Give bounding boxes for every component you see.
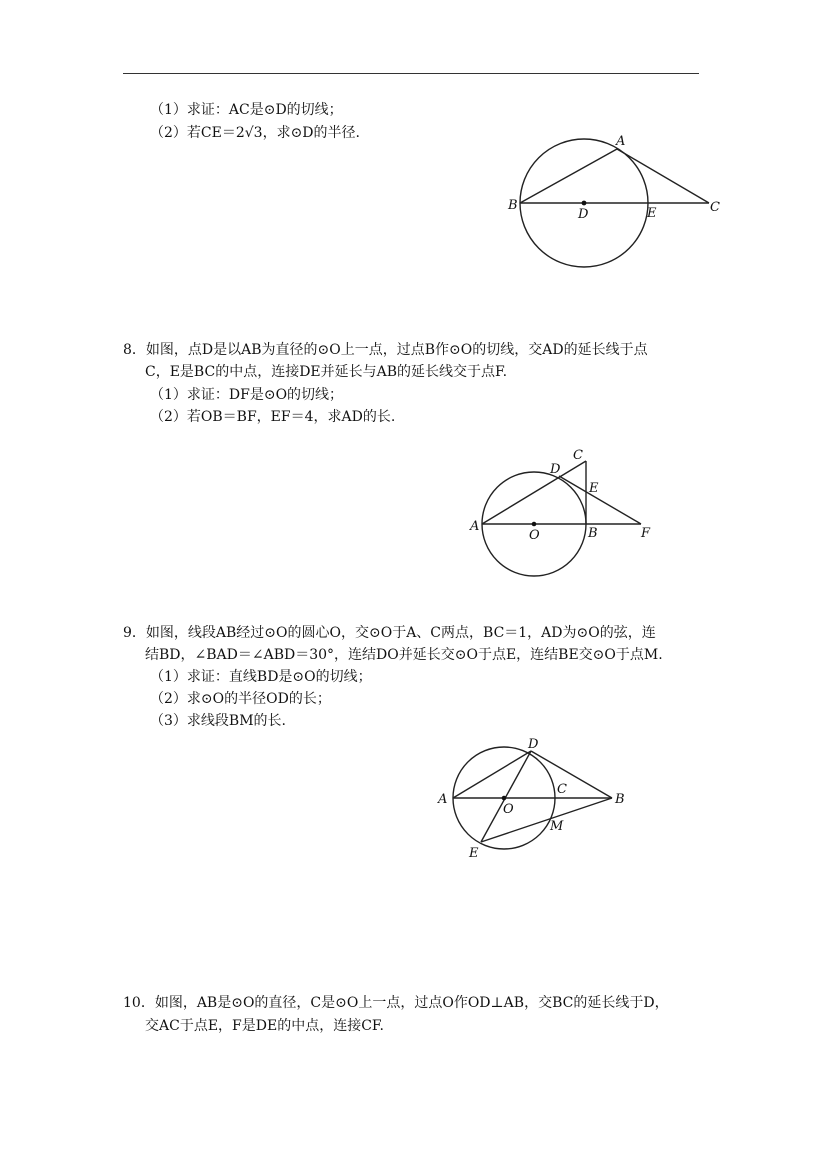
problem9-line2: 结BD，∠BAD＝∠ABD＝30°，连结DO并延长交⊙O于点E，连结BE交⊙O于点M. <box>145 647 663 663</box>
label-c: C <box>573 448 583 463</box>
problem8-sub1: （1）求证：DF是⊙O的切线； <box>150 387 344 403</box>
segment-ac <box>482 461 586 524</box>
problem10-line1: 10．如图，AB是⊙O的直径，C是⊙O上一点，过点O作OD⊥AB，交BC的延长线于D， <box>123 995 669 1011</box>
segment-ad <box>453 751 531 798</box>
problem9-sub3: （3）求线段BM的长. <box>150 713 286 729</box>
problem8-line1: 8．如图，点D是以AB为直径的⊙O上一点，过点B作⊙O的切线，交AD的延长线于点 <box>123 342 648 358</box>
header-rule <box>123 73 699 74</box>
problem9-line1: 9．如图，线段AB经过⊙O的圆心O，交⊙O于A、C两点，BC＝1，AD为⊙O的弦，连 <box>123 625 656 641</box>
label-b: B <box>508 198 518 213</box>
center-d-point <box>582 201 587 206</box>
problem8-sub2: （2）若OB＝BF，EF＝4，求AD的长. <box>150 409 396 425</box>
problem7-sub2: （2）若CE＝2√3，求⊙D的半径. <box>150 125 360 141</box>
label-d: D <box>578 207 589 222</box>
label-f: F <box>641 526 651 541</box>
label-a: A <box>470 519 480 534</box>
label-m: M <box>550 819 564 834</box>
label-c: C <box>557 782 567 797</box>
label-o: O <box>529 528 540 543</box>
problem10-line2: 交AC于点E，F是DE的中点，连接CF. <box>145 1018 384 1034</box>
label-o: O <box>503 802 514 817</box>
label-c: C <box>710 200 720 215</box>
label-a: A <box>616 134 626 149</box>
segment-eb <box>481 798 612 842</box>
label-a: A <box>438 792 448 807</box>
label-d: D <box>550 462 561 477</box>
label-b: B <box>615 792 625 807</box>
problem8-figure <box>465 440 665 580</box>
problem9-figure <box>430 733 640 863</box>
segment-ba <box>520 149 617 203</box>
problem7-figure <box>500 128 740 278</box>
problem7-sub1: （1）求证：AC是⊙D的切线； <box>150 102 343 118</box>
label-e: E <box>589 481 599 496</box>
problem8-line2: C，E是BC的中点，连接DE并延长与AB的延长线交于点F. <box>145 364 508 380</box>
center-o-point <box>502 796 507 801</box>
label-d: D <box>528 737 539 752</box>
segment-db <box>531 751 612 798</box>
label-e: E <box>469 846 479 861</box>
problem9-sub2: （2）求⊙O的半径OD的长； <box>150 691 331 707</box>
segment-ac <box>617 149 709 203</box>
label-b: B <box>588 526 598 541</box>
center-o-point <box>532 522 537 527</box>
segment-df <box>559 476 641 524</box>
label-e: E <box>647 206 657 221</box>
problem9-sub1: （1）求证：直线BD是⊙O的切线； <box>150 669 372 685</box>
